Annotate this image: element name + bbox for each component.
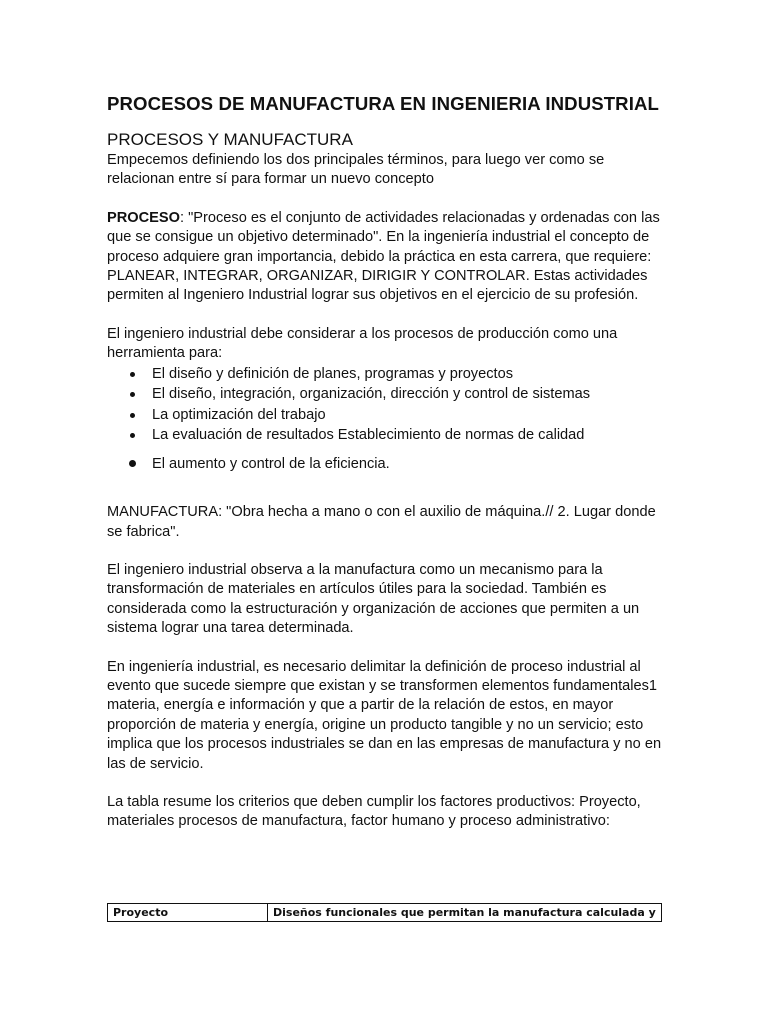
document-body bbox=[107, 91, 662, 832]
observa-paragraph: El ingeniero industrial observa a la manufactura como un mecanismo para la transformación de materiales en artículos útiles para la sociedad. También es considerada como la estructuración y organización de acciones que permiten a un sistema lograr una tarea determinada. bbox=[107, 561, 640, 637]
list-item: El aumento y control de la eficiencia. bbox=[107, 454, 662, 475]
manufactura-definition: MANUFACTURA: "Obra hecha a mano o con el auxilio de máquina.// 2. Lugar donde se fabrica". bbox=[107, 504, 656, 540]
section-heading: PROCESOS Y MANUFACTURA bbox=[107, 130, 353, 149]
tool-intro-paragraph: El ingeniero industrial debe considerar a los procesos de producción como una herramienta para: bbox=[107, 325, 618, 362]
list-item: La optimización del trabajo bbox=[107, 405, 662, 426]
delimitar-paragraph: En ingeniería industrial, es necesario delimitar la definición de proceso industrial al evento que sucede siempre que existan y se transformen elementos fundamentales1 materia, energía e información y que a partir de la relación de estos, en mayor proporción de materia y energía, origine un producto tangible y no un servicio; esto implica que los procesos industriales se dan en las empresas de manufactura y no en las de servicio. bbox=[107, 658, 662, 772]
proceso-paragraph bbox=[107, 209, 662, 306]
intro-paragraph: Empecemos definiendo los dos principales términos, para luego ver como se relacionan entre sí para formar un nuevo concepto bbox=[107, 152, 605, 188]
tabla-intro-paragraph: La tabla resume los criterios que deben cumplir los factores productivos: Proyecto, materiales procesos de manufactura, factor humano y proceso administrativo: bbox=[107, 794, 641, 830]
bullet-icon bbox=[130, 413, 135, 418]
table-cell: Diseños funcionales que permitan la manufactura calculada y bbox=[268, 904, 662, 922]
proceso-text: : "Proceso es el conjunto de actividades relacionadas y ordenadas con las que se consigue un objetivo determinado". En la ingeniería industrial el concepto de proceso adquiere gran importancia, debido la práctica en esta carrera, que requiere: PLANEAR, INTEGRAR, ORGANIZAR, DIRIGIR Y CONTROLAR. Estas actividades permiten al Ingeniero Industrial lograr sus objetivos en el ejercicio de su profesión. bbox=[107, 209, 660, 304]
bullet-icon bbox=[130, 433, 135, 438]
list-item: El diseño, integración, organización, dirección y control de sistemas bbox=[107, 384, 662, 405]
bullet-list bbox=[107, 364, 662, 475]
bullet-icon bbox=[129, 460, 136, 467]
criteria-table bbox=[107, 903, 662, 922]
document-title: PROCESOS DE MANUFACTURA EN INGENIERIA INDUSTRIAL bbox=[107, 93, 659, 114]
list-item: La evaluación de resultados Establecimiento de normas de calidad bbox=[107, 425, 662, 446]
table-cell: Proyecto bbox=[108, 904, 268, 922]
proceso-term: PROCESO bbox=[107, 209, 180, 226]
table-row bbox=[108, 904, 662, 922]
list-item: El diseño y definición de planes, programas y proyectos bbox=[107, 364, 662, 385]
bullet-icon bbox=[130, 392, 135, 397]
bullet-icon bbox=[130, 372, 135, 377]
